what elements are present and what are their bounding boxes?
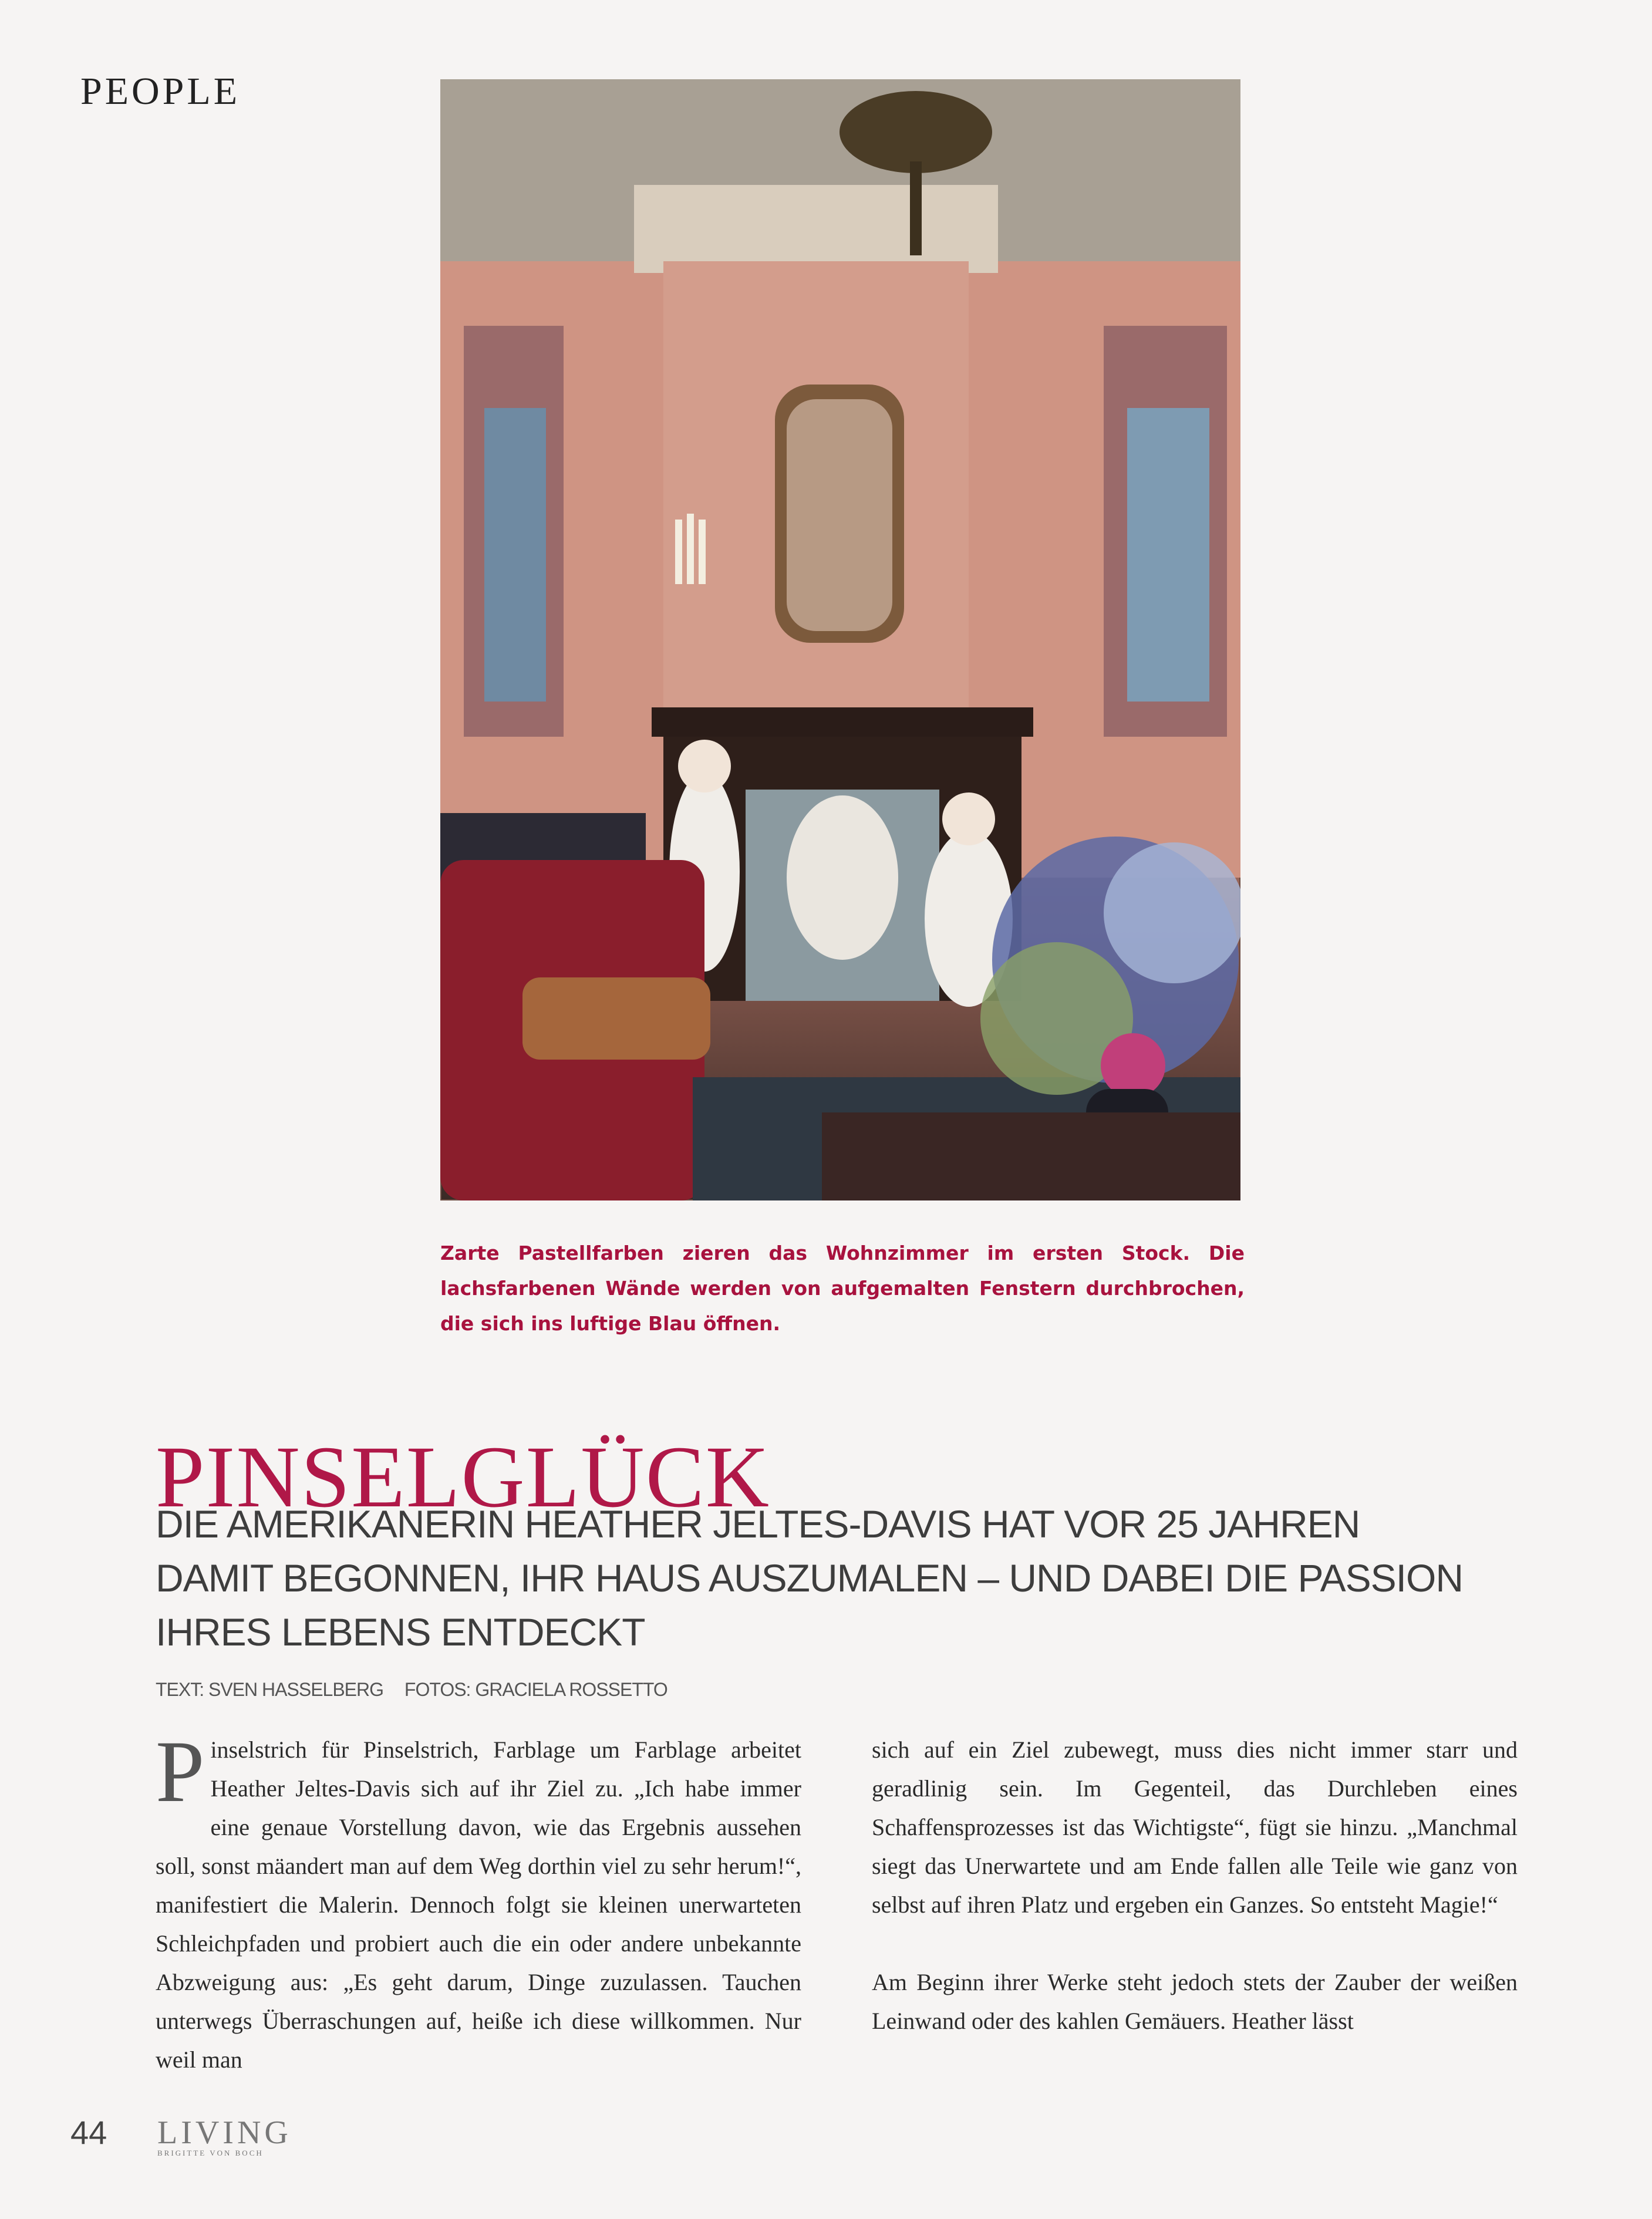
article-dek: DIE AMERIKANERIN HEATHER JELTES-DAVIS HAT VOR 25 JAHREN DAMIT BEGONNEN, IHR HAUS AUSZUMALEN – UND DABEI DIE PASSION IHRES LEBENS ENTDECKT: [156, 1502, 1463, 1654]
body-column-left: [156, 1723, 801, 2079]
magazine-logo: LIVING: [157, 2115, 292, 2151]
body-column-right: [872, 1731, 1518, 2041]
headline: PINSELGLÜCK: [156, 1428, 771, 1526]
body-text-right-1: sich auf ein Ziel zubewegt, muss dies nicht immer starr und geradlinig sein. Im Gegenteil, das Durchleben eines Schaffensprozesses ist das Wichtigste“, fügt sie hinzu. „Manchmal siegt das Unerwartete und am Ende fallen alle Teile wie ganz von selbst auf ihren Platz und ergeben ein Ganzes. So entsteht Magie!“: [872, 1736, 1518, 1918]
dropcap: P: [156, 1723, 205, 1820]
article-credits: [156, 1679, 684, 1701]
magazine-logo-subtitle: BRIGITTE VON BOCH: [157, 2149, 264, 2157]
section-label: PEOPLE: [80, 70, 241, 113]
photo-credit: FOTOS: GRACIELA ROSSETTO: [404, 1679, 667, 1700]
living-room-illustration: [440, 79, 1240, 1200]
living-room-photo: [440, 79, 1240, 1200]
page-number: 44: [70, 2114, 107, 2151]
body-paragraph: [156, 1723, 801, 2079]
body-text-left: inselstrich für Pinselstrich, Farblage um Farblage arbeitet Heather Jeltes-Davis sich auf ihr Ziel zu. „Ich habe immer eine genaue Vorstellung davon, wie das Ergebnis aussehen soll, sonst mäandert man auf dem Weg dorthin viel zu sehr herum!“, manifestiert die Malerin. Dennoch folgt sie kleinen unerwarteten Schleichpfaden und probiert auch die ein oder andere unbekannte Abzweigung aus: „Es geht darum, Dinge zuzulassen. Tauchen unterwegs Überraschungen auf, heiße ich diese willkommen. Nur weil man: [156, 1736, 801, 2073]
body-text-right-2: Am Beginn ihrer Werke steht jedoch stets der Zauber der weißen Leinwand oder des kahlen Gemäuers. Heather lässt: [872, 1969, 1518, 2034]
text-credit: TEXT: SVEN HASSELBERG: [156, 1679, 384, 1700]
photo-caption: Zarte Pastellfarben zieren das Wohnzimmer im ersten Stock. Die lachsfarbenen Wände werden von aufgemalten Fenstern durchbrochen, die sich ins luftige Blau öffnen.: [440, 1242, 1245, 1335]
